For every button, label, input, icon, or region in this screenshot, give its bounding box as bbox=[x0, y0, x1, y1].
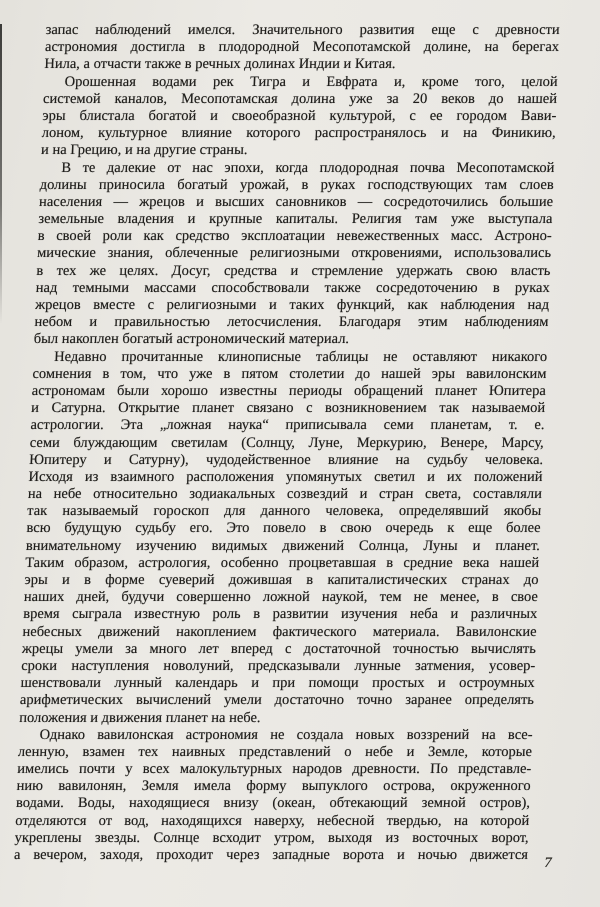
text-line: укреплены звезды. Солнце всходит утром, выходя из восточных ворот, bbox=[14, 829, 529, 846]
text-line: так называемый гороскоп для данного человека, определявший якобы bbox=[26, 503, 542, 520]
text-line: положения и движения планет на небе. bbox=[18, 709, 261, 726]
paragraph bbox=[14, 727, 533, 865]
text-line: всю будущую судьбу его. Это повело в свою очередь к еще более bbox=[26, 520, 541, 537]
page-text bbox=[14, 22, 560, 864]
page-number: 7 bbox=[544, 855, 552, 871]
paragraph bbox=[44, 22, 560, 74]
text-line: небом и правильностью летосчисления. Благодаря этим наблюдениям bbox=[34, 314, 549, 331]
text-line: астрономам были хорошо известны периоды обращений планет Юпитера bbox=[31, 382, 547, 399]
text-line: Орошенная водами рек Тигра и Евфрата и, кроме того, целой bbox=[64, 73, 559, 90]
text-line: наших дней, будучи совершенно ложной наукой, тем не менее, в свое bbox=[23, 589, 539, 606]
text-line: Исходя из взаимного расположения упомянутых светил и их положений bbox=[28, 468, 543, 485]
text-line: жрецы умели за много лет вперед с достаточной точностью вычислять bbox=[21, 640, 537, 657]
text-line: арифметических вычислений умели достаточно точно заранее определять bbox=[19, 692, 535, 709]
text-line: сомнения в том, что уже в пятом столетии до нашей эры вавилонским bbox=[32, 365, 547, 382]
text-line: лоном, культурное влияние которого распространялось и на Финикию, bbox=[41, 125, 557, 142]
text-line: ленную, взамен тех наивных представлений о небе и Земле, которые bbox=[17, 743, 533, 760]
text-line: системой каналов, Месопотамская долина уже за 20 веков до нашей bbox=[42, 90, 558, 107]
text-line: Однако вавилонская астрономия не создала новых воззрений на все- bbox=[39, 726, 533, 743]
paragraph bbox=[19, 349, 548, 727]
text-line: в своей роли как средство эксплоатации невежественных масс. Астроно- bbox=[37, 228, 553, 245]
text-line: Юпитеру и Сатурну), чудодейственное влияние на судьбу человека. bbox=[28, 451, 544, 468]
text-line: шенствовали лунный календарь и при помощи простых и остроумных bbox=[20, 675, 535, 692]
paragraph bbox=[33, 160, 554, 349]
text-line: Недавно прочитанные клинописные таблицы не оставляют никакого bbox=[53, 348, 548, 365]
text-line: и на Грецию, и на другие страны. bbox=[40, 142, 248, 159]
text-line: над темными массами способствовали также сосредоточению в руках bbox=[35, 279, 551, 296]
text-line: земельные владения и крупные капиталы. Религия там уже выступала bbox=[38, 211, 553, 228]
text-line: астрологии. Эта „ложная наука“ приписывала семи планетам, т. е. bbox=[30, 417, 545, 434]
text-line: эры и в форме суеверий дожившая в капиталистических странах до bbox=[24, 572, 539, 588]
text-line: на небе относительно зодиакальных созвездий и стран света, составляли bbox=[27, 486, 543, 503]
text-line: семи блуждающим светилам (Солнцу, Луне, Меркурию, Венере, Марсу, bbox=[29, 434, 545, 451]
text-line: имелись почти у всех малокультурных народов древности. По представле- bbox=[16, 761, 532, 778]
text-line: время сыграла известную роль в развитии изучения неба и различных bbox=[22, 606, 538, 623]
text-line: запас наблюдений имелся. Значительного развития еще с древности bbox=[45, 22, 560, 38]
text-line: Таким образом, астрология, особенно процветавшая в средние века нашей bbox=[24, 554, 540, 571]
text-line: нию вавилонян, Земля имела форму выпуклого острова, окруженного bbox=[16, 778, 531, 795]
text-line: в тех же целях. Досуг, средства и стремление удержать свою власть bbox=[36, 262, 551, 279]
text-line: жрецов вместе с религиозными и таких функций, как наблюдения над bbox=[34, 297, 550, 313]
text-line: населения — жрецов и высших сановников — сосредоточились большие bbox=[38, 193, 554, 210]
text-line: внимательному изучению видимых движений Солнца, Луны и планет. bbox=[25, 537, 541, 554]
text-line: астрономия достигла в плодородной Месопотамской долине, на берегах bbox=[44, 39, 560, 56]
scan-edge-artifact bbox=[0, 24, 2, 324]
text-line: и Сатурна. Открытие планет связано с возникновением так называемой bbox=[30, 400, 546, 417]
paragraph bbox=[41, 74, 558, 160]
text-line: водами. Воды, находящиеся внизу (океан, обтекающий земной остров), bbox=[15, 795, 531, 812]
text-line: мические знания, облеченные религиозными откровениями, использовались bbox=[36, 245, 552, 262]
text-line: В те далекие от нас эпохи, когда плодородная почва Месопотамской bbox=[61, 159, 555, 176]
text-line: небесных движений накоплением фактического материала. Вавилонские bbox=[22, 623, 537, 640]
text-line: отделяются от вод, находящихся наверху, небесной твердью, на которой bbox=[15, 812, 530, 829]
text-line: был накоплен богатый астрономический материал. bbox=[33, 331, 350, 348]
text-line: Нила, а отчасти также в речных долинах Индии и Китая. bbox=[44, 56, 396, 73]
text-line: эры блистала богатой и своеобразной культурой, с ее городом Вави- bbox=[42, 107, 557, 124]
text-line: сроки наступления новолуний, предсказывали лунные затмения, усовер- bbox=[20, 657, 536, 674]
text-line: а вечером, заходя, проходит через западные ворота и ночью движется bbox=[13, 847, 529, 863]
text-line: долины приносила богатый урожай, в руках господствующих там слоев bbox=[39, 176, 555, 193]
